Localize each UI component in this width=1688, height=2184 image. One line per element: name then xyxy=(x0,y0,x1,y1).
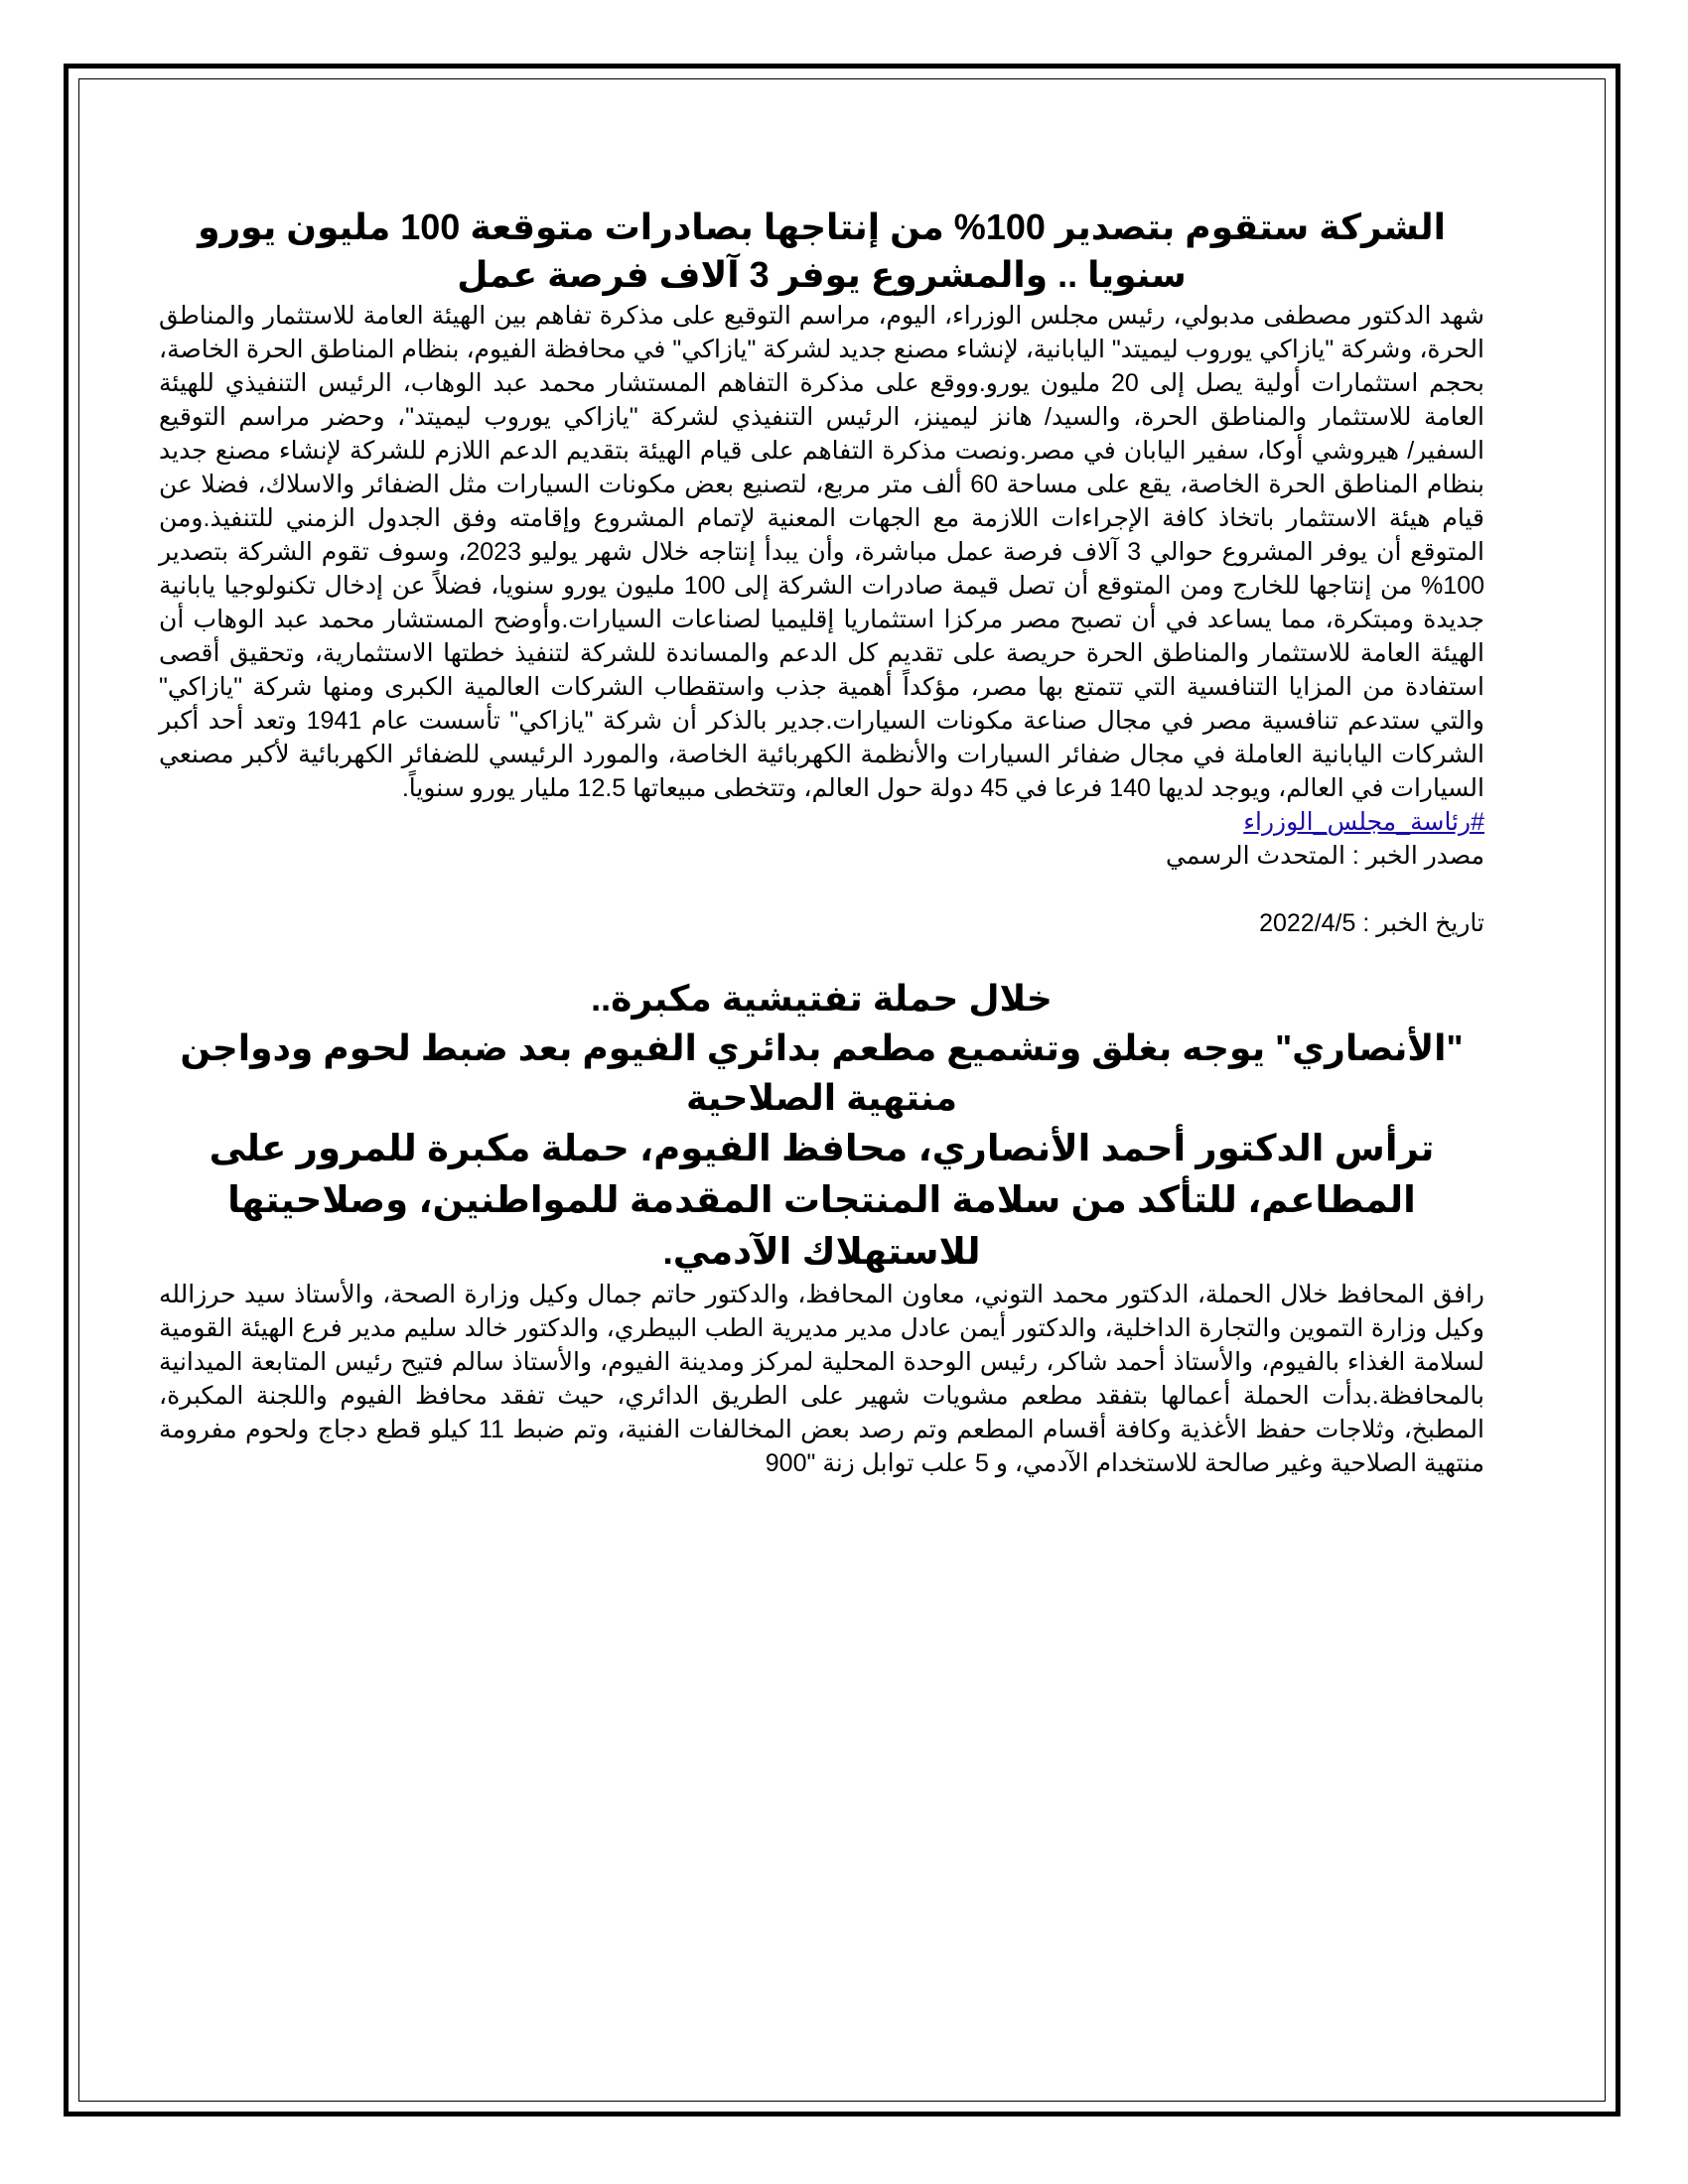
article1-source: مصدر الخبر : المتحدث الرسمي xyxy=(1166,842,1484,870)
article1-hashtag-line xyxy=(159,805,1484,839)
article1-hashtag-link[interactable]: #رئاسة_مجلس_الوزراء xyxy=(1243,808,1484,836)
article2-headline: "الأنصاري" يوجه بغلق وتشميع مطعم بدائري الفيوم بعد ضبط لحوم ودواجن منتهية الصلاحية xyxy=(180,1027,1464,1118)
article2-kicker: خلال حملة تفتيشية مكبرة.. xyxy=(591,978,1053,1019)
spacer xyxy=(159,873,1484,906)
spacer xyxy=(159,940,1484,974)
article2-body: رافق المحافظ خلال الحملة، الدكتور محمد التوني، معاون المحافظ، والدكتور حاتم جمال وكيل وزارة الصحة، والأستاذ سيد حرزالله وكيل وزارة التموين والتجارة الداخلية، والدكتور أيمن عادل مدير مديرية الطب البيطري، والدكتور خالد سليم مدير فرع الهيئة القومية لسلامة الغذاء بالفيوم، والأستاذ أحمد شاكر، رئيس الوحدة المحلية لمركز ومدينة الفيوم، والأستاذ سالم فتيح رئيس المتابعة الميدانية بالمحافظة.بدأت الحملة أعمالها بتفقد مطعم مشويات شهير على الطريق الدائري، حيث تفقد محافظ الفيوم واللجنة المكبرة، المطبخ، وثلاجات حفظ الأغذية وكافة أقسام المطعم وتم رصد بعض المخالفات الفنية، وتم ضبط 11 كيلو قطع دجاج ولحوم مفرومة منتهية الصلاحية وغير صالحة للاستخدام الآدمي، و 5 علب توابل زنة "900 xyxy=(159,1281,1484,1477)
article1-body: شهد الدكتور مصطفى مدبولي، رئيس مجلس الوزراء، اليوم، مراسم التوقيع على مذكرة تفاهم بين الهيئة العامة للاستثمار والمناطق الحرة، وشركة "يازاكي يوروب ليميتد" اليابانية، لإنشاء مصنع جديد لشركة "يازاكي" في محافظة الفيوم، بنظام المناطق الحرة الخاصة، بحجم استثمارات أولية يصل إلى 20 مليون يورو.ووقع على مذكرة التفاهم المستشار محمد عبد الوهاب، الرئيس التنفيذي للهيئة العامة للاستثمار والمناطق الحرة، والسيد/ هانز ليمينز، الرئيس التنفيذي لشركة "يازاكي يوروب ليميتد"، وحضر مراسم التوقيع السفير/ هيروشي أوكا، سفير اليابان في مصر.ونصت مذكرة التفاهم على قيام الهيئة بتقديم الدعم اللازم للشركة لإنشاء مصنع جديد بنظام المناطق الحرة الخاصة، يقع على مساحة 60 ألف متر مربع، لتصنيع بعض مكونات السيارات مثل الضفائر والاسلاك، فضلا عن قيام هيئة الاستثمار باتخاذ كافة الإجراءات اللازمة مع الجهات المعنية لإتمام المشروع وإقامته وفق الجدول الزمني للتنفيذ.ومن المتوقع أن يوفر المشروع حوالي 3 آلاف فرصة عمل مباشرة، وأن يبدأ إنتاجه خلال شهر يوليو 2023، وسوف تقوم الشركة بتصدير 100% من إنتاجها للخارج ومن المتوقع أن تصل قيمة صادرات الشركة إلى 100 مليون يورو سنويا، فضلاً عن إدخال تكنولوجيا يابانية جديدة ومبتكرة، مما يساعد في أن تصبح مصر مركزا استثماريا إقليميا لصناعات السيارات.وأوضح المستشار محمد عبد الوهاب أن الهيئة العامة للاستثمار والمناطق الحرة حريصة على تقديم كل الدعم والمساندة للشركة لتنفيذ خطتها الاستثمارية، وتحقيق أقصى استفادة من المزايا التنافسية التي تتمتع بها مصر، مؤكداً أهمية جذب واستقطاب الشركات العالمية الكبرى ومنها شركة "يازاكي" والتي ستدعم تنافسية مصر في مجال صناعة مكونات السيارات.جدير بالذكر أن شركة "يازاكي" تأسست عام 1941 وتعد أحد أكبر الشركات اليابانية العاملة في مجال ضفائر السيارات والأنظمة الكهربائية الخاصة، والمورد الرئيسي للضفائر الكهربائية لأكبر مصنعي السيارات في العالم، ويوجد لديها 140 فرعا في 45 دولة حول العالم، وتتخطى مبيعاتها 12.5 مليار يورو سنوياً. xyxy=(159,302,1485,802)
article2-subheadline: ترأس الدكتور أحمد الأنصاري، محافظ الفيوم، حملة مكبرة للمرور على المطاعم، للتأكد من سلامة المنتجات المقدمة للمواطنين، وصلاحيتها للاستهلاك الآدمي. xyxy=(209,1128,1435,1272)
article1-date: تاريخ الخبر : 2022/4/5 xyxy=(1259,909,1484,937)
article1-headline: الشركة ستقوم بتصدير 100% من إنتاجها بصادرات متوقعة 100 مليون يورو سنويا .. والمشروع يوفر 3 آلاف فرصة عمل xyxy=(198,206,1446,295)
document-content xyxy=(159,204,1484,1480)
